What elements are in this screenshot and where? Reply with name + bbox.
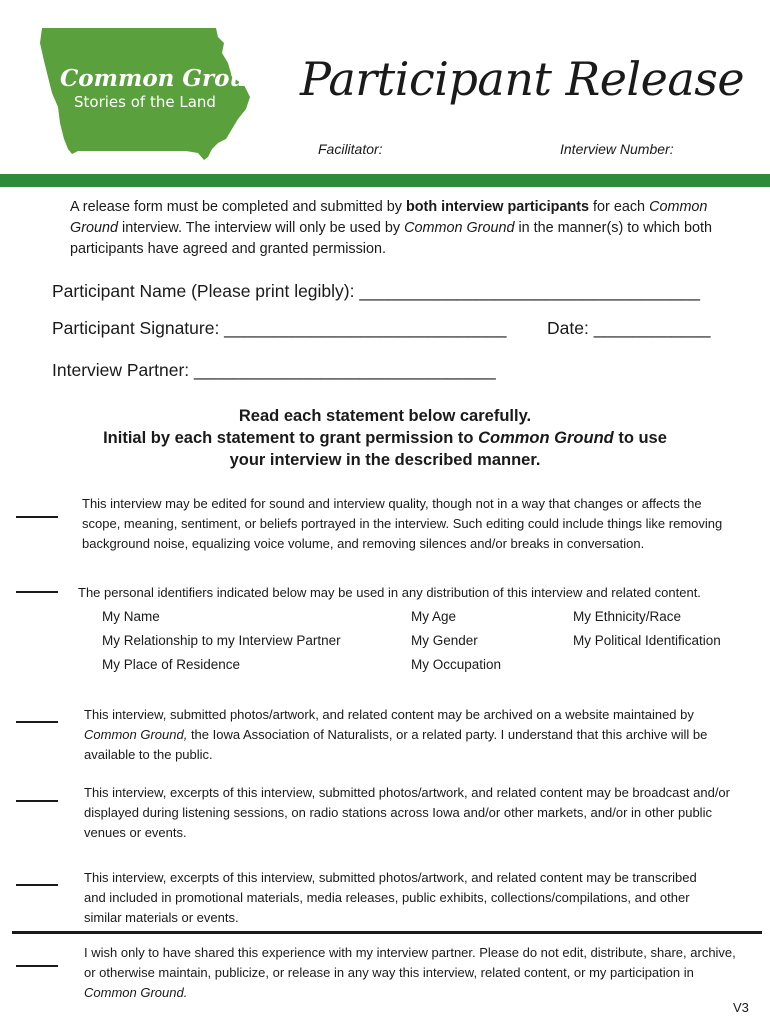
statement-private-only: I wish only to have shared this experience with my interview partner. Please do not edit, distribute, share, archive, or otherwise maintain, publicize, or release in any way this interview, related content, or my participation in Common Ground. [84,945,736,1000]
version-label: V3 [733,1000,749,1015]
initial-blank-3[interactable] [16,721,58,723]
instructions-line2: Initial by each statement to grant permission to Common Ground to use your interview in the described manner. [103,429,667,469]
identifier-my-residence: My Place of Residence [102,657,241,672]
common-ground-logo [38,27,280,163]
initial-blank-5[interactable] [16,884,58,886]
page-title: Participant Release [300,52,745,106]
logo-subtitle: Stories of the Land [74,93,216,111]
identifier-my-name: My Name [102,609,160,624]
identifier-my-gender: My Gender [411,633,478,648]
statement-broadcast: This interview, excerpts of this interview, submitted photos/artwork, and related content may be broadcast and/or displayed during listening sessions, on radio stations across Iowa and/or other markets, and/or in other public venues or events. [84,785,730,840]
statement-transcribe: This interview, excerpts of this interview, submitted photos/artwork, and related content may be transcribed and included in promotional materials, media releases, public exhibits, collections/compilations, and other similar materials or events. [84,870,697,925]
identifier-my-ethnicity: My Ethnicity/Race [573,609,682,624]
section-divider [12,931,762,934]
date-field[interactable]: Date: ____________ [547,318,711,338]
facilitator-label: Facilitator: [318,141,383,157]
participant-signature-field[interactable]: Participant Signature: _____________________________ [52,318,507,338]
statement-archive: This interview, submitted photos/artwork, and related content may be archived on a website maintained by Common Ground, the Iowa Association of Naturalists, or a related party. I understand that this archive will be available to the public. [84,707,708,762]
statement-editing: This interview may be edited for sound and interview quality, though not in a way that changes or affects the scope, meaning, sentiment, or beliefs portrayed in the interview. Such editing could include things like removing background noise, equalizing voice volume, and removing silences and/or breaks in conversation. [82,496,723,551]
interview-partner-field[interactable]: Interview Partner: _______________________________ [52,360,496,380]
identifier-my-age: My Age [411,609,457,624]
interview-number-label: Interview Number: [560,141,674,157]
intro-paragraph: A release form must be completed and submitted by both interview participants for each Common Ground interview. The interview will only be used by Common Ground in the manner(s) to which both participants have agreed and granted permission. [70,199,713,257]
participant-name-field[interactable]: Participant Name (Please print legibly): ___________________________________ [52,281,700,301]
instructions-line1: Read each statement below carefully. [238,407,532,425]
instructions [100,405,670,471]
initial-blank-4[interactable] [16,800,58,802]
statement-identifiers: The personal identifiers indicated below may be used in any distribution of this interview and related content. [78,585,701,600]
initial-blank-6[interactable] [16,965,58,967]
initial-blank-2[interactable] [16,591,58,593]
identifier-my-occupation: My Occupation [411,657,502,672]
header-divider-bar [0,174,770,187]
logo-title: Common Ground [60,65,280,92]
identifier-my-relationship: My Relationship to my Interview Partner [102,633,341,648]
identifier-my-political: My Political Identification [573,633,721,648]
initial-blank-1[interactable] [16,516,58,518]
